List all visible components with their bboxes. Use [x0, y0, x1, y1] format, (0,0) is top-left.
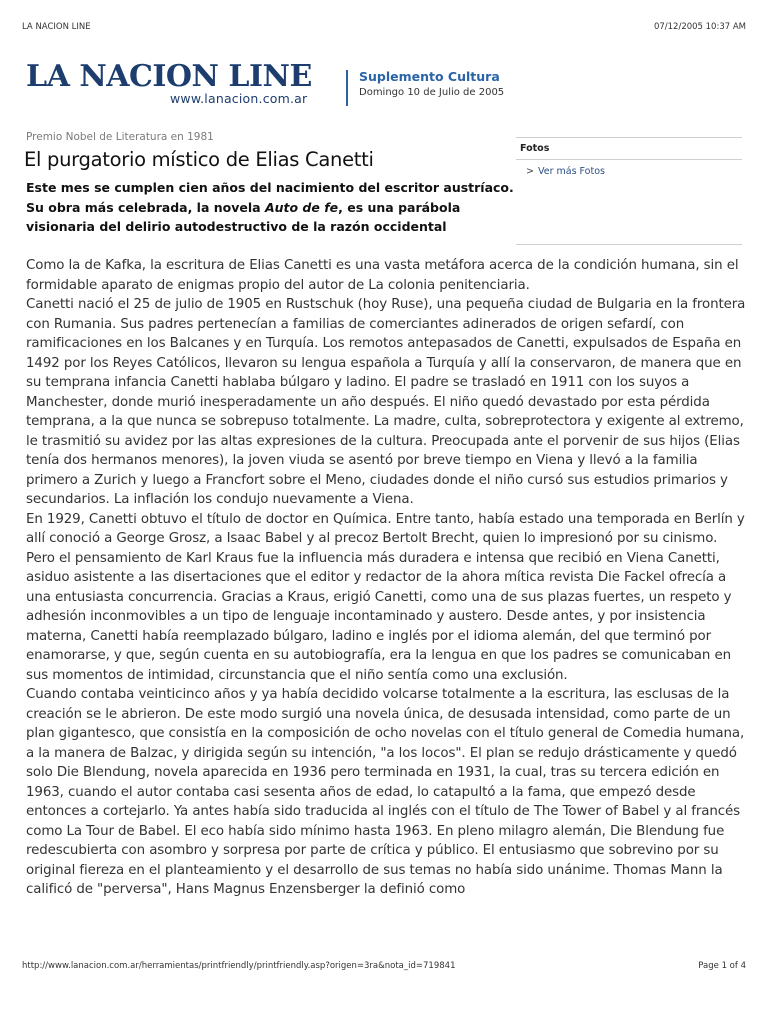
edition-date: Domingo 10 de Julio de 2005	[359, 87, 505, 98]
masthead-divider	[346, 70, 348, 106]
print-footer-url: http://www.lanacion.com.ar/herramientas/printfriendly/printfriendly.asp?origen=3ra&nota_id=719841	[22, 961, 456, 971]
article-paragraph: Canetti nació el 25 de julio de 1905 en Rustschuk (hoy Ruse), una pequeña ciudad de Bulgaria en la frontera con Rumania. Sus padres pertenecían a familias de comerciantes adinerados de origen sefardí, con ramificaciones en los Balcanes y en Turquía. Los remotos antepasados de Canetti, expulsados de España en 1492 por los Reyes Católicos, llevaron su lengua española a Turquía y allí la conservaron, de manera que en su temprana infancia Canetti hablaba búlgaro y ladino. El padre se trasladó en 1911 con los suyos a Manchester, donde murió inesperadamente un año después. El niño quedó devastado por esta pérdida temprana, a la que nunca se sobrepuso totalmente. La madre, culta, sobreprotectora y exigente al extremo, le trasmitió su avidez por las altas expresiones de la cultura. Preocupada ante el porvenir de sus hijos (Elias tenía dos hermanos menores), la joven viuda se asentó por breve tiempo en Viena y llevó a la familia primero a Zurich y luego a Francfort sobre el Meno, ciudades donde el niño cursó sus estudios primarios y secundarios. La inflación los condujo nuevamente a Viena.	[26, 297, 746, 507]
photos-box-title: Fotos	[520, 143, 550, 154]
photos-box	[516, 137, 742, 177]
section-title[interactable]: Suplemento Cultura	[359, 69, 500, 84]
deck-book-title: Auto de fe	[264, 199, 339, 215]
article-body	[26, 256, 748, 900]
article-paragraph: En 1929, Canetti obtuvo el título de doctor en Química. Entre tanto, había estado una temporada en Berlín y allí conoció a George Grosz, a Isaac Babel y al precoz Bertolt Brecht, quien lo impresionó por su cinismo. Pero el pensamiento de Karl Kraus fue la influencia más duradera e intensa que recibió en Viena Canetti, asiduo asistente a las disertaciones que el editor y redactor de la ahora mítica revista Die Fackel ofrecía a una entusiasta concurrencia. Gracias a Kraus, erigió Canetti, como una de sus plazas fuertes, un respeto y adhesión inconmovibles a un tipo de lenguaje incontaminado y austero. Desde antes, y por insistencia materna, Canetti había reemplazado búlgaro, ladino e inglés por el idioma alemán, del que terminó por enamorarse, y que, según cuenta en su autobiografía, era la lengua en que los padres se comunicaban en sus momentos de intimidad, circunstancia que el niño sentía como una exclusión.	[26, 511, 745, 683]
print-header-site: LA NACION LINE	[22, 22, 91, 32]
print-footer	[22, 961, 746, 973]
chevron-right-icon: >	[526, 166, 534, 177]
deck-text-end: , es una parábola visionaria del delirio autodestructivo de la razón occidental	[26, 199, 461, 234]
article-paragraph: Como la de Kafka, la escritura de Elias Canetti es una vasta metáfora acerca de la condición humana, sin el formidable aparato de enigmas propio del autor de La colonia penitenciaria.	[26, 258, 739, 293]
article-title: El purgatorio místico de Elias Canetti	[24, 148, 374, 171]
masthead	[26, 60, 506, 116]
site-logo[interactable]: LA NACION LINE	[26, 59, 312, 94]
article-deck	[26, 178, 526, 237]
site-url[interactable]: www.lanacion.com.ar	[170, 91, 308, 106]
deck-text-start: Este mes se cumplen cien años del nacimiento del escritor austríaco. Su obra más celebrada, la novela	[26, 180, 514, 215]
more-photos-link[interactable]	[516, 160, 742, 177]
article-header-rule	[516, 244, 742, 245]
article-kicker: Premio Nobel de Literatura en 1981	[26, 131, 214, 143]
print-header	[22, 22, 746, 34]
print-header-datetime: 07/12/2005 10:37 AM	[653, 22, 746, 32]
article-paragraph: Cuando contaba veinticinco años y ya había decidido volcarse totalmente a la escritura, las esclusas de la creación se le abrieron. De este modo surgió una novela única, de desusada intensidad, como parte de un plan gigantesco, que consistía en la composición de ocho novelas con el título general de Comedia humana, a la manera de Balzac, y dirigida según su intención, "a los locos". El plan se redujo drásticamente y quedó solo Die Blendung, novela aparecida en 1936 pero terminada en 1931, la cual, tras su tercera edición en 1963, cuando el autor contaba casi sesenta años de edad, lo catapultó a la fama, que empezó desde entonces a cortejarlo. Ya antes había sido traducida al inglés con el título de The Tower of Babel y al francés como La Tour de Babel. El eco había sido mínimo hasta 1963. En pleno milagro alemán, Die Blendung fue redescubierta con asombro y sorpresa por parte de crítica y público. El entusiasmo que sobrevino por su original fiereza en el planteamiento y el desarrollo de sus temas no había sido unánime. Thomas Mann la calificó de "perversa", Hans Magnus Enzensberger la definió como	[26, 687, 745, 897]
more-photos-label: Ver más Fotos	[537, 166, 605, 177]
print-footer-page: Page 1 of 4	[698, 961, 746, 971]
